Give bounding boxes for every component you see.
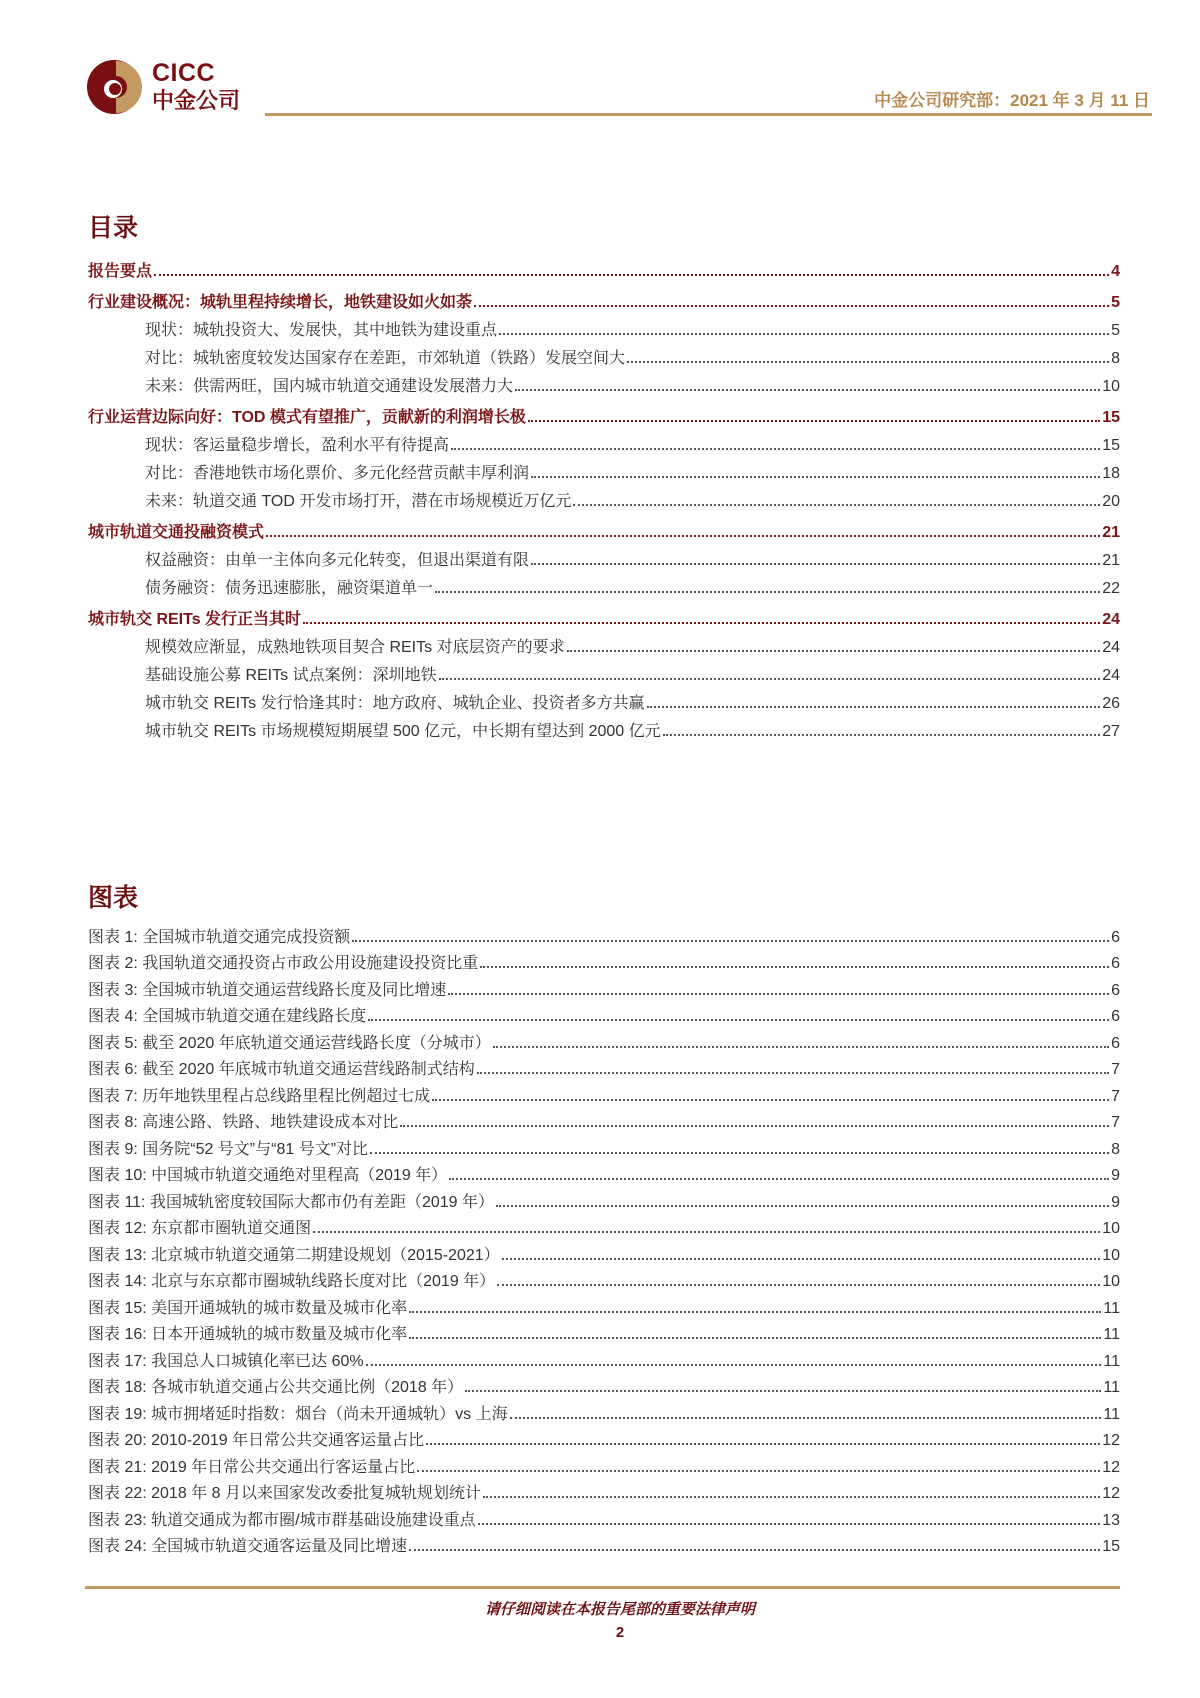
entry-title: 图表 14: 北京与东京都市圈城轨线路长度对比（2019 年） <box>88 1273 496 1290</box>
entry-title: 图表 20: 2010-2019 年日常公共交通客运量占比 <box>88 1432 425 1449</box>
entry-page-number: 27 <box>1102 723 1120 740</box>
entry-page-number: 15 <box>1102 409 1120 426</box>
dot-leader <box>531 476 1100 478</box>
entry-page-number: 12 <box>1102 1432 1120 1449</box>
figure-entry[interactable] <box>88 1481 1120 1508</box>
report-date: 中金公司研究部：2021 年 3 月 11 日 <box>874 91 1150 110</box>
entry-page-number: 21 <box>1102 524 1120 541</box>
toc-entry-section[interactable] <box>88 400 1120 431</box>
entry-page-number: 10 <box>1102 1220 1120 1237</box>
dot-leader <box>499 333 1109 335</box>
entry-page-number: 7 <box>1111 1087 1120 1105</box>
figure-entry[interactable] <box>88 1189 1120 1216</box>
dot-leader <box>567 650 1101 652</box>
cicc-logo-mark-icon <box>86 58 142 116</box>
entry-page-number: 11 <box>1103 1299 1120 1317</box>
dot-leader <box>502 1258 1101 1260</box>
dot-leader <box>647 706 1101 708</box>
dot-leader <box>483 1496 1100 1498</box>
dot-leader <box>448 993 1109 995</box>
entry-title: 行业建设概况：城轨里程持续增长，地铁建设如火如荼 <box>88 294 473 311</box>
entry-page-number: 22 <box>1102 580 1120 597</box>
figure-entry[interactable] <box>88 1083 1120 1110</box>
entry-title: 图表 10: 中国城市轨道交通绝对里程高（2019 年） <box>88 1167 448 1184</box>
dot-leader <box>493 1046 1109 1048</box>
entry-page-number: 10 <box>1102 378 1120 395</box>
figure-entry[interactable] <box>88 1030 1120 1057</box>
dot-leader <box>497 1284 1100 1286</box>
dot-leader <box>477 1072 1109 1074</box>
dot-leader <box>366 1364 1102 1366</box>
figure-entry[interactable] <box>88 951 1120 978</box>
dot-leader <box>313 1231 1100 1233</box>
figures-list <box>88 924 1120 1560</box>
entry-title: 对比：香港地铁市场化票价、多元化经营贡献丰厚利润 <box>145 465 530 482</box>
entry-page-number: 9 <box>1111 1193 1120 1211</box>
figures-title: 图表 <box>88 884 139 912</box>
entry-title: 图表 8: 高速公路、铁路、地铁建设成本对比 <box>88 1114 399 1131</box>
toc-entry-section[interactable] <box>88 602 1120 633</box>
dot-leader <box>409 1311 1101 1313</box>
figure-entry[interactable] <box>88 1110 1120 1137</box>
entry-title: 图表 23: 轨道交通成为都市圈/城市群基础设施建设重点 <box>88 1511 476 1529</box>
entry-page-number: 7 <box>1111 1114 1120 1131</box>
dot-leader <box>303 622 1100 624</box>
entry-title: 城市轨交 REITs 市场规模短期展望 500 亿元，中长期有望达到 2000 亿元 <box>145 723 661 740</box>
figure-entry[interactable] <box>88 1401 1120 1428</box>
dot-leader <box>465 1390 1101 1392</box>
entry-page-number: 15 <box>1102 437 1120 454</box>
toc-entry-subsection[interactable] <box>88 689 1120 717</box>
figure-entry[interactable] <box>88 924 1120 951</box>
entry-title: 报告要点 <box>88 263 153 280</box>
dot-leader <box>368 1019 1109 1021</box>
entry-title: 行业运营边际向好：TOD 模式有望推广，贡献新的利润增长极 <box>88 409 526 426</box>
entry-title: 图表 1: 全国城市轨道交通完成投资额 <box>88 928 351 946</box>
entry-title: 图表 11: 我国城轨密度较国际大都市仍有差距（2019 年） <box>88 1193 494 1211</box>
dot-leader <box>426 1443 1100 1445</box>
logo-text-en: CICC <box>152 59 216 87</box>
dot-leader <box>627 361 1109 363</box>
entry-page-number: 7 <box>1111 1061 1120 1078</box>
entry-title: 图表 16: 日本开通城轨的城市数量及城市化率 <box>88 1326 408 1343</box>
entry-page-number: 11 <box>1103 1405 1120 1423</box>
entry-title: 图表 9: 国务院“52 号文”与“81 号文”对比 <box>88 1140 369 1158</box>
entry-title: 现状：城轨投资大、发展快，其中地铁为建设重点 <box>145 322 498 339</box>
figure-entry[interactable] <box>88 1322 1120 1349</box>
dot-leader <box>528 420 1100 422</box>
entry-page-number: 18 <box>1102 465 1120 482</box>
figure-entry[interactable] <box>88 1454 1120 1481</box>
figure-entry[interactable] <box>88 1216 1120 1243</box>
entry-title: 图表 19: 城市拥堵延时指数：烟台（尚未开通城轨）vs 上海 <box>88 1405 508 1423</box>
entry-page-number: 4 <box>1111 263 1120 280</box>
dot-leader <box>400 1125 1109 1127</box>
dot-leader <box>417 1470 1100 1472</box>
entry-title: 城市轨交 REITs 发行正当其时 <box>88 611 302 628</box>
entry-title: 图表 3: 全国城市轨道交通运营线路长度及同比增速 <box>88 981 447 999</box>
entry-title: 图表 13: 北京城市轨道交通第二期建设规划（2015-2021） <box>88 1246 500 1264</box>
entry-title: 图表 7: 历年地铁里程占总线路里程比例超过七成 <box>88 1087 431 1105</box>
header-divider <box>265 113 1152 116</box>
toc-entry-subsection[interactable] <box>88 316 1120 344</box>
entry-title: 图表 18: 各城市轨道交通占公共交通比例（2018 年） <box>88 1379 464 1396</box>
entry-title: 图表 17: 我国总人口城镇化率已达 60% <box>88 1352 364 1370</box>
entry-page-number: 5 <box>1111 294 1120 311</box>
dot-leader <box>474 305 1109 307</box>
footer-divider <box>85 1586 1120 1589</box>
entry-page-number: 6 <box>1111 1034 1120 1052</box>
dot-leader <box>352 940 1109 942</box>
entry-page-number: 6 <box>1111 981 1120 999</box>
toc-entry-section[interactable] <box>88 285 1120 316</box>
footer-disclaimer: 请仔细阅读在本报告尾部的重要法律声明 <box>484 1601 755 1618</box>
entry-page-number: 21 <box>1102 552 1120 569</box>
entry-page-number: 8 <box>1111 350 1120 367</box>
figure-entry[interactable] <box>88 1428 1120 1455</box>
entry-page-number: 6 <box>1111 1008 1120 1025</box>
dot-leader <box>510 1417 1102 1419</box>
entry-page-number: 13 <box>1102 1511 1120 1529</box>
entry-page-number: 12 <box>1102 1485 1120 1502</box>
toc-entry-subsection[interactable] <box>88 661 1120 689</box>
figure-entry[interactable] <box>88 1375 1120 1402</box>
entry-title: 图表 6: 截至 2020 年底城市轨道交通运营线路制式结构 <box>88 1061 475 1078</box>
entry-page-number: 26 <box>1102 695 1120 712</box>
entry-title: 图表 4: 全国城市轨道交通在建线路长度 <box>88 1008 367 1025</box>
entry-page-number: 6 <box>1111 955 1120 972</box>
entry-title: 对比：城轨密度较发达国家存在差距，市郊轨道（铁路）发展空间大 <box>145 350 626 367</box>
toc-entry-subsection[interactable] <box>88 633 1120 661</box>
dot-leader <box>451 448 1100 450</box>
dot-leader <box>370 1152 1109 1154</box>
entry-page-number: 11 <box>1103 1352 1120 1370</box>
dot-leader <box>154 274 1109 276</box>
figure-entry[interactable] <box>88 1269 1120 1296</box>
dot-leader <box>480 966 1109 968</box>
entry-title: 城市轨交 REITs 发行恰逢其时：地方政府、城轨企业、投资者多方共赢 <box>145 695 645 712</box>
entry-title: 权益融资：由单一主体向多元化转变，但退出渠道有限 <box>145 552 530 569</box>
entry-title: 图表 12: 东京都市圈轨道交通图 <box>88 1220 312 1237</box>
entry-title: 基础设施公募 REITs 试点案例：深圳地铁 <box>145 667 437 684</box>
figure-entry[interactable] <box>88 1004 1120 1031</box>
dot-leader <box>439 678 1101 680</box>
dot-leader <box>478 1523 1101 1525</box>
figure-entry[interactable] <box>88 1348 1120 1375</box>
toc-entry-subsection[interactable] <box>88 717 1120 745</box>
entry-page-number: 20 <box>1102 493 1120 510</box>
cicc-logo <box>86 58 256 118</box>
figure-entry[interactable] <box>88 1534 1120 1561</box>
figure-entry[interactable] <box>88 1163 1120 1190</box>
entry-page-number: 8 <box>1111 1140 1120 1158</box>
entry-page-number: 15 <box>1102 1538 1120 1555</box>
entry-page-number: 12 <box>1102 1458 1120 1476</box>
entry-title: 城市轨道交通投融资模式 <box>88 524 265 541</box>
toc-entry-subsection[interactable] <box>88 372 1120 400</box>
dot-leader <box>573 504 1100 506</box>
dot-leader <box>409 1337 1101 1339</box>
dot-leader <box>435 591 1100 593</box>
dot-leader <box>515 389 1100 391</box>
entry-page-number: 24 <box>1102 611 1120 628</box>
toc-entry-subsection[interactable] <box>88 574 1120 602</box>
figure-entry[interactable] <box>88 1507 1120 1534</box>
toc-entry-subsection[interactable] <box>88 344 1120 372</box>
figure-entry[interactable] <box>88 1136 1120 1163</box>
entry-title: 债务融资：债务迅速膨胀，融资渠道单一 <box>145 580 434 597</box>
toc-entry-section[interactable] <box>88 515 1120 546</box>
dot-leader <box>531 563 1100 565</box>
figure-entry[interactable] <box>88 977 1120 1004</box>
entry-page-number: 5 <box>1111 322 1120 339</box>
entry-page-number: 6 <box>1111 928 1120 946</box>
toc-entry-subsection[interactable] <box>88 546 1120 574</box>
entry-title: 图表 2: 我国轨道交通投资占市政公用设施建设投资比重 <box>88 955 479 972</box>
entry-page-number: 24 <box>1102 667 1120 684</box>
entry-title: 图表 21: 2019 年日常公共交通出行客运量占比 <box>88 1458 416 1476</box>
entry-title: 现状：客运量稳步增长，盈利水平有待提高 <box>145 437 450 454</box>
dot-leader <box>496 1205 1109 1207</box>
figure-entry[interactable] <box>88 1057 1120 1084</box>
entry-title: 规模效应渐显，成熟地铁项目契合 REITs 对底层资产的要求 <box>145 639 565 656</box>
toc-title: 目录 <box>88 214 139 242</box>
figure-entry[interactable] <box>88 1242 1120 1269</box>
logo-text-cn: 中金公司 <box>152 88 241 113</box>
entry-title: 未来：供需两旺，国内城市轨道交通建设发展潜力大 <box>145 378 514 395</box>
toc-entry-subsection[interactable] <box>88 487 1120 515</box>
dot-leader <box>266 535 1100 537</box>
page-number: 2 <box>615 1624 625 1641</box>
entry-title: 图表 5: 截至 2020 年底轨道交通运营线路长度（分城市） <box>88 1034 491 1052</box>
dot-leader <box>409 1549 1100 1551</box>
entry-title: 图表 24: 全国城市轨道交通客运量及同比增速 <box>88 1538 408 1555</box>
entry-title: 未来：轨道交通 TOD 开发市场打开，潜在市场规模近万亿元 <box>145 493 572 510</box>
toc-entry-subsection[interactable] <box>88 459 1120 487</box>
dot-leader <box>432 1099 1109 1101</box>
toc-entry-subsection[interactable] <box>88 431 1120 459</box>
entry-page-number: 10 <box>1102 1273 1120 1290</box>
entry-page-number: 10 <box>1102 1246 1120 1264</box>
dot-leader <box>449 1178 1109 1180</box>
entry-page-number: 9 <box>1111 1167 1120 1184</box>
entry-page-number: 24 <box>1102 639 1120 656</box>
entry-title: 图表 22: 2018 年 8 月以来国家发改委批复城轨规划统计 <box>88 1485 481 1502</box>
figure-entry[interactable] <box>88 1295 1120 1322</box>
entry-page-number: 11 <box>1103 1379 1120 1396</box>
dot-leader <box>663 734 1101 736</box>
entry-title: 图表 15: 美国开通城轨的城市数量及城市化率 <box>88 1299 408 1317</box>
toc-list <box>88 254 1120 745</box>
toc-entry-section[interactable] <box>88 254 1120 285</box>
entry-page-number: 11 <box>1103 1326 1120 1343</box>
